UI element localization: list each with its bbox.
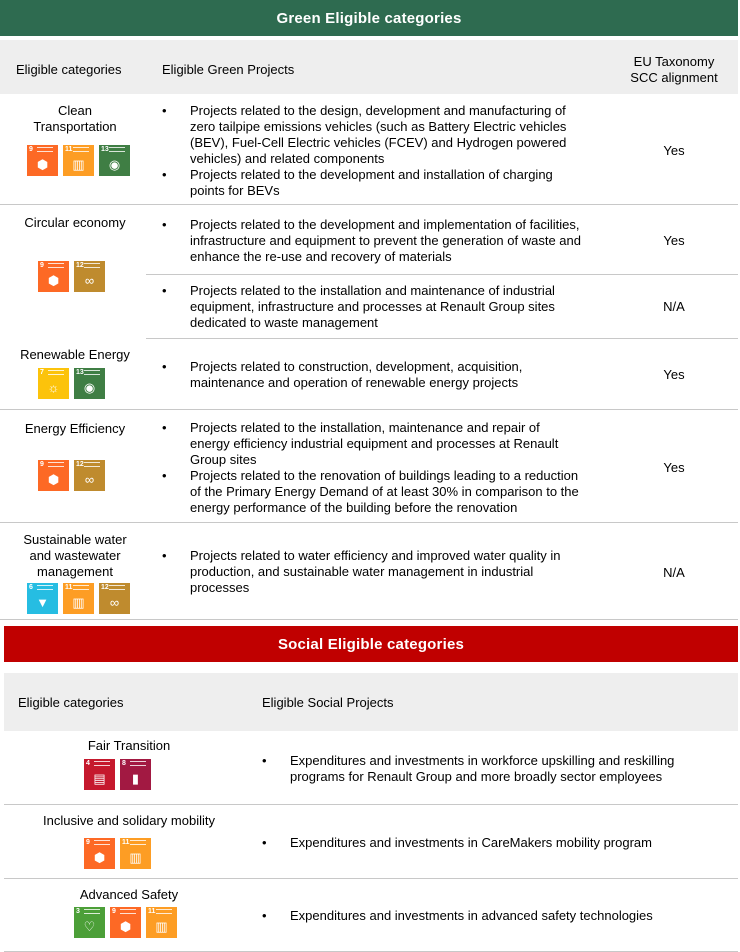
sdg-glyph: ◉ (108, 156, 121, 172)
sdg-caption-lines (37, 585, 53, 590)
bullet-line: (BEV), Fuel-Cell Electric vehicles (FCEV) and Hydrogen powered (190, 135, 567, 150)
bullet-line: infrastructure and equipment to prevent the generation of waste and (190, 233, 581, 248)
green-table-header (0, 40, 738, 94)
sdg-number: 9 (40, 461, 44, 468)
social-sdg-icons (84, 838, 151, 869)
bullet-line: zero tailpipe emissions vehicles (such as Battery Electric vehicles (190, 119, 567, 134)
bullet-line: production, and sustainable water management in industrial (190, 564, 534, 579)
sdg-number: 11 (148, 908, 156, 915)
sdg-number: 9 (112, 908, 116, 915)
green-eu-alignment: N/A (663, 299, 685, 314)
sdg-glyph: ⬢ (47, 272, 60, 288)
green-project-bullet (162, 420, 622, 468)
green-project-bullet (162, 283, 622, 331)
sdg-caption-lines (94, 840, 110, 845)
bullet-marker: • (162, 468, 167, 483)
category-line: Renewable Energy (20, 347, 130, 362)
green-project-bullet (162, 103, 622, 167)
bullet-line: Projects related to the design, development and manufacturing of (190, 103, 566, 118)
bullet-line: dedicated to waste management (190, 315, 378, 330)
bullet-line: Expenditures and investments in advanced safety technologies (290, 908, 653, 923)
sdg-number: 4 (86, 760, 90, 767)
bullet-marker: • (162, 283, 167, 298)
category-line: and wastewater (29, 548, 121, 563)
green-eu-alignment: Yes (663, 233, 685, 248)
sdg-number: 9 (86, 839, 90, 846)
bullet-line: points for BEVs (190, 183, 280, 198)
green-eu-alignment: N/A (663, 565, 685, 580)
bullet-line: Projects related to the renovation of buildings leading to a reduction (190, 468, 579, 483)
sdg-number: 9 (40, 262, 44, 269)
green-eu-alignment: Yes (663, 143, 685, 158)
green-section-banner (0, 0, 738, 36)
bullet-line: energy efficiency industrial equipment and processes at Renault (190, 436, 559, 451)
bullet-line: maintenance and operation of renewable energy projects (190, 375, 519, 390)
sdg-number: 6 (29, 584, 33, 591)
bullet-text (190, 359, 620, 391)
sdg-glyph: ∞ (109, 594, 120, 610)
category-line: Energy Efficiency (24, 421, 126, 436)
industry-innovation-icon (27, 145, 58, 176)
bullet-line: enhance the re-use and recovery of materials (190, 249, 452, 264)
sdg-glyph: ▤ (93, 770, 106, 786)
bullet-line: Projects related to construction, development, acquisition, (190, 359, 523, 374)
sdg-glyph: ▥ (129, 849, 142, 865)
sustainable-cities-icon (146, 907, 177, 938)
green-category-name (0, 347, 150, 363)
bullet-text (190, 217, 620, 265)
sdg-number: 13 (76, 369, 84, 376)
sdg-glyph: ∞ (84, 272, 95, 288)
sdg-number: 12 (101, 584, 109, 591)
sdg-caption-lines (84, 462, 100, 467)
bullet-line: processes (190, 580, 250, 595)
sdg-caption-lines (37, 147, 53, 152)
bullet-text (190, 468, 620, 516)
sdg-number: 7 (40, 369, 44, 376)
sdg-glyph: ◉ (83, 379, 96, 395)
sdg-caption-lines (73, 585, 89, 590)
sdg-glyph: ♡ (83, 918, 96, 934)
social-header-eligible-categories: Eligible categories (18, 695, 124, 710)
green-sdg-icons (27, 145, 130, 176)
sdg-glyph: ∞ (84, 471, 95, 487)
bullet-marker: • (162, 359, 167, 374)
category-line: Advanced Safety (79, 887, 179, 902)
bullet-marker: • (262, 835, 267, 850)
responsible-consumption-icon (74, 261, 105, 292)
sdg-number: 12 (76, 461, 84, 468)
sdg-caption-lines (109, 147, 125, 152)
bullet-line: Projects related to the installation and maintenance of industrial (190, 283, 555, 298)
social-project-bullet (262, 753, 722, 785)
bullet-marker: • (162, 217, 167, 232)
green-sdg-icons (38, 261, 105, 292)
sdg-glyph: ⬢ (93, 849, 106, 865)
sdg-caption-lines (130, 761, 146, 766)
sdg-glyph: ▥ (155, 918, 168, 934)
green-project-bullet (162, 468, 622, 516)
green-project-bullet (162, 167, 622, 199)
green-sdg-icons (38, 368, 105, 399)
bullet-line: Projects related to the installation, maintenance and repair of (190, 420, 540, 435)
sdg-number: 11 (65, 584, 73, 591)
bullet-text (290, 835, 720, 851)
bullet-line: Projects related to the development and implementation of facilities, (190, 217, 580, 232)
bullet-text (190, 283, 620, 331)
sustainable-cities-icon (63, 145, 94, 176)
industry-innovation-icon (110, 907, 141, 938)
bullet-text (190, 420, 620, 468)
responsible-consumption-icon (74, 460, 105, 491)
bullet-line: Projects related to water efficiency and improved water quality in (190, 548, 561, 563)
sdg-caption-lines (156, 909, 172, 914)
header-eu-line-2: SCC alignment (630, 70, 718, 85)
header-eligible-categories: Eligible categories (16, 62, 122, 77)
circular-economy-divider (146, 274, 738, 275)
social-section-title: Social Eligible categories (277, 635, 465, 653)
social-project-bullet (262, 835, 722, 851)
sdg-number: 12 (76, 262, 84, 269)
bullet-marker: • (162, 167, 167, 182)
social-category-name (4, 887, 254, 903)
bullet-text (290, 753, 720, 785)
social-category-name (4, 738, 254, 754)
bullet-text (190, 548, 620, 596)
quality-education-icon (84, 759, 115, 790)
header-eu-line-1: EU Taxonomy (633, 54, 715, 69)
sdg-caption-lines (84, 909, 100, 914)
sdg-number: 3 (76, 908, 80, 915)
bullet-line: equipment, infrastructure and processes at Renault Group sites (190, 299, 555, 314)
bullet-line: Group sites (190, 452, 257, 467)
sdg-caption-lines (48, 263, 64, 268)
sdg-caption-lines (94, 761, 110, 766)
good-health-icon (74, 907, 105, 938)
bullet-line: energy performance of the building before the renovation (190, 500, 518, 515)
sdg-glyph: ▥ (72, 594, 85, 610)
header-eu-taxonomy (614, 54, 734, 86)
sdg-caption-lines (109, 585, 125, 590)
category-line: Sustainable water (23, 532, 127, 547)
sdg-glyph: ⬢ (36, 156, 49, 172)
category-line: Transportation (33, 119, 117, 134)
sdg-caption-lines (120, 909, 136, 914)
green-sdg-icons (38, 460, 105, 491)
sdg-number: 9 (29, 146, 33, 153)
social-sdg-icons (84, 759, 151, 790)
climate-action-icon (99, 145, 130, 176)
green-project-bullet (162, 548, 622, 596)
green-sdg-icons (27, 583, 130, 614)
bullet-line: of the Primary Energy Demand of at least 30% in comparison to the (190, 484, 579, 499)
header-eligible-green-projects: Eligible Green Projects (162, 62, 295, 77)
category-line: Circular economy (24, 215, 126, 230)
sdg-glyph: ▮ (131, 770, 140, 786)
sdg-number: 8 (122, 760, 126, 767)
bullet-text (290, 908, 720, 924)
bullet-text (190, 167, 620, 199)
sdg-caption-lines (48, 462, 64, 467)
bullet-marker: • (262, 753, 267, 768)
clean-energy-icon (38, 368, 69, 399)
category-line: Fair Transition (87, 738, 171, 753)
sustainable-cities-icon (120, 838, 151, 869)
category-line: management (37, 564, 113, 579)
sustainable-cities-icon (63, 583, 94, 614)
sdg-number: 13 (101, 146, 109, 153)
green-category-name (0, 532, 150, 580)
sdg-glyph: ⬢ (47, 471, 60, 487)
industry-innovation-icon (84, 838, 115, 869)
green-category-name (0, 103, 150, 135)
social-project-bullet (262, 908, 722, 924)
green-category-name (0, 421, 150, 437)
bullet-text (190, 103, 620, 167)
green-eu-alignment: Yes (663, 460, 685, 475)
social-table-header (4, 673, 738, 731)
green-section-title: Green Eligible categories (276, 9, 462, 27)
bullet-marker: • (162, 420, 167, 435)
sdg-number: 11 (122, 839, 130, 846)
green-project-bullet (162, 359, 622, 391)
bullet-line: programs for Renault Group and more broadly sector employees (290, 769, 663, 784)
responsible-consumption-icon (99, 583, 130, 614)
sdg-caption-lines (130, 840, 146, 845)
sdg-caption-lines (48, 370, 64, 375)
decent-work-icon (120, 759, 151, 790)
bullet-marker: • (162, 548, 167, 563)
green-project-bullet (162, 217, 622, 265)
social-sdg-icons (74, 907, 177, 938)
sdg-caption-lines (73, 147, 89, 152)
sdg-glyph: ☼ (47, 379, 60, 395)
bullet-line: Expenditures and investments in workforce upskilling and reskilling (290, 753, 675, 768)
sdg-glyph: ⬢ (119, 918, 132, 934)
sdg-caption-lines (84, 370, 100, 375)
bullet-marker: • (162, 103, 167, 118)
social-category-name (4, 813, 254, 829)
industry-innovation-icon (38, 261, 69, 292)
bullet-line: Projects related to the development and installation of charging (190, 167, 553, 182)
industry-innovation-icon (38, 460, 69, 491)
category-line: Clean (58, 103, 92, 118)
sdg-glyph: ▼ (36, 594, 49, 610)
bullet-line: vehicles) and related components (190, 151, 385, 166)
header-eligible-social-projects: Eligible Social Projects (262, 695, 394, 710)
social-section-banner (4, 626, 738, 662)
sdg-glyph: ▥ (72, 156, 85, 172)
bullet-line: Expenditures and investments in CareMakers mobility program (290, 835, 652, 850)
green-eu-alignment: Yes (663, 367, 685, 382)
category-line: Inclusive and solidary mobility (43, 813, 215, 828)
clean-water-icon (27, 583, 58, 614)
sdg-number: 11 (65, 146, 73, 153)
climate-action-icon (74, 368, 105, 399)
sdg-caption-lines (84, 263, 100, 268)
green-category-name (0, 215, 150, 231)
bullet-marker: • (262, 908, 267, 923)
